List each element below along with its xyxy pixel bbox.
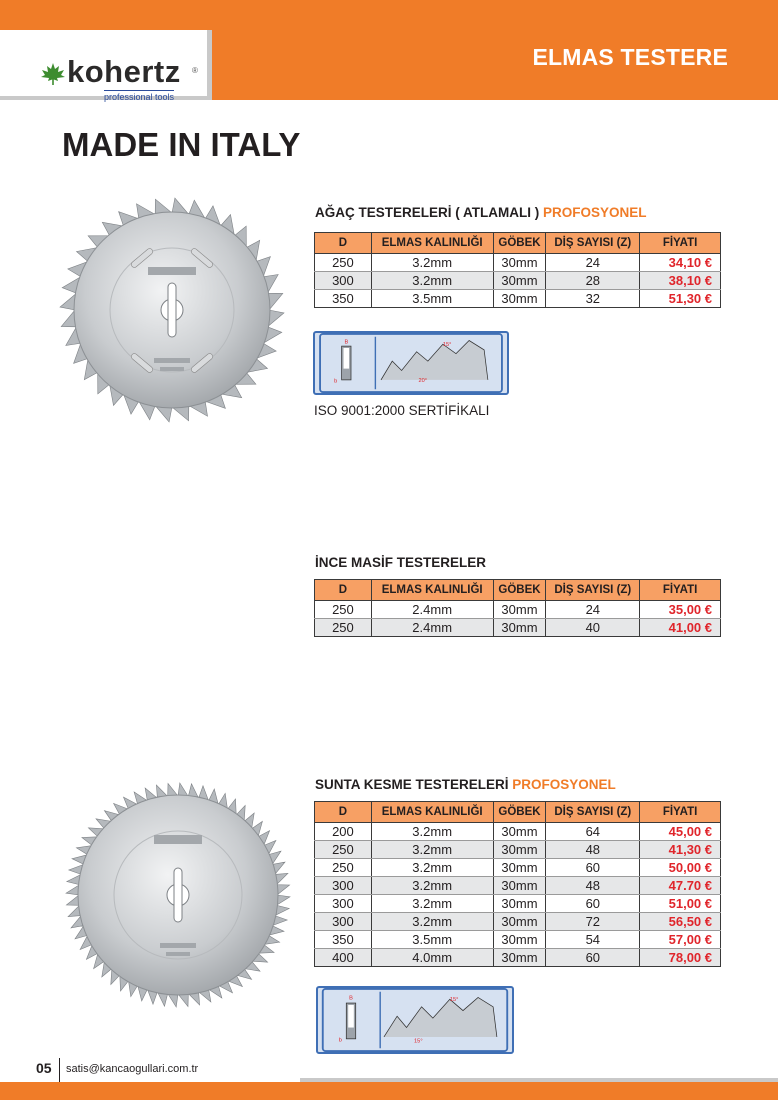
cell-kalinlik: 2.4mm — [371, 601, 493, 619]
spec-table-agac — [314, 232, 721, 308]
cell-kalinlik: 4.0mm — [371, 949, 493, 967]
table-row — [315, 272, 721, 290]
cell-fiyat: 47.70 € — [640, 877, 721, 895]
table-row — [315, 254, 721, 272]
cell-dis: 28 — [546, 272, 640, 290]
cell-fiyat: 57,00 € — [640, 931, 721, 949]
cell-dis: 60 — [546, 949, 640, 967]
cell-kalinlik: 3.2mm — [371, 254, 493, 272]
column-header-d: D — [315, 802, 372, 823]
table-row — [315, 877, 721, 895]
page-number: 05 — [36, 1060, 52, 1076]
diagram-label-b: b — [334, 378, 338, 385]
saw-blade-image-1 — [52, 190, 292, 430]
cell-d: 350 — [315, 290, 372, 308]
cell-d: 300 — [315, 895, 372, 913]
cell-d: 300 — [315, 272, 372, 290]
table-row — [315, 859, 721, 877]
cell-dis: 24 — [546, 254, 640, 272]
table-row — [315, 931, 721, 949]
cell-fiyat: 45,00 € — [640, 823, 721, 841]
spec-table-sunta — [314, 801, 721, 967]
table-row — [315, 895, 721, 913]
cell-dis: 60 — [546, 859, 640, 877]
cell-gobek: 30mm — [493, 895, 546, 913]
table-row — [315, 823, 721, 841]
certificate-note: ISO 9001:2000 SERTİFİKALI — [314, 403, 490, 418]
table-row — [315, 841, 721, 859]
spec-table-ince-masif — [314, 579, 721, 637]
table-header-row — [315, 233, 721, 254]
column-header-gobek: GÖBEK — [493, 233, 546, 254]
cell-d: 350 — [315, 931, 372, 949]
cell-d: 250 — [315, 254, 372, 272]
section-title-ince-masif — [315, 555, 486, 570]
section-title-text: AĞAÇ TESTERELERİ ( ATLAMALI ) — [315, 205, 540, 220]
cell-kalinlik: 3.5mm — [371, 290, 493, 308]
column-header-fiyat: FİYATI — [640, 233, 721, 254]
cell-gobek: 30mm — [493, 823, 546, 841]
cell-kalinlik: 3.2mm — [371, 895, 493, 913]
cell-kalinlik: 3.2mm — [371, 272, 493, 290]
registered-mark: ® — [192, 66, 198, 75]
column-header-dis: DİŞ SAYISI (Z) — [546, 802, 640, 823]
cell-dis: 64 — [546, 823, 640, 841]
cell-dis: 48 — [546, 841, 640, 859]
column-header-fiyat: FİYATI — [640, 802, 721, 823]
brand-name: kohertz — [67, 54, 181, 89]
diagram-angle-1: 15° — [442, 342, 452, 349]
cell-d: 300 — [315, 913, 372, 931]
cell-fiyat: 35,00 € — [640, 601, 721, 619]
cell-fiyat: 41,30 € — [640, 841, 721, 859]
cell-d: 250 — [315, 601, 372, 619]
cell-dis: 48 — [546, 877, 640, 895]
cell-d: 250 — [315, 619, 372, 637]
diagram-label-b: b — [338, 1037, 342, 1044]
cell-dis: 24 — [546, 601, 640, 619]
tooth-geometry-diagram-2 — [316, 986, 514, 1054]
table-row — [315, 949, 721, 967]
column-header-gobek: GÖBEK — [493, 802, 546, 823]
maple-leaf-icon — [40, 62, 66, 86]
cell-kalinlik: 3.5mm — [371, 931, 493, 949]
column-header-gobek: GÖBEK — [493, 580, 546, 601]
cell-kalinlik: 3.2mm — [371, 823, 493, 841]
cell-d: 400 — [315, 949, 372, 967]
column-header-kalinlik: ELMAS KALINLIĞI — [371, 580, 493, 601]
cell-dis: 32 — [546, 290, 640, 308]
column-header-d: D — [315, 580, 372, 601]
cell-gobek: 30mm — [493, 931, 546, 949]
cell-fiyat: 78,00 € — [640, 949, 721, 967]
table-row — [315, 913, 721, 931]
cell-fiyat: 41,00 € — [640, 619, 721, 637]
table-row — [315, 601, 721, 619]
cell-gobek: 30mm — [493, 841, 546, 859]
section-title-agac — [315, 205, 647, 220]
table-row — [315, 290, 721, 308]
cell-fiyat: 34,10 € — [640, 254, 721, 272]
footer-bar — [0, 1082, 778, 1100]
cell-gobek: 30mm — [493, 619, 546, 637]
cell-fiyat: 51,00 € — [640, 895, 721, 913]
column-header-kalinlik: ELMAS KALINLIĞI — [371, 233, 493, 254]
cell-kalinlik: 3.2mm — [371, 877, 493, 895]
tooth-geometry-diagram-1 — [313, 331, 509, 395]
cell-gobek: 30mm — [493, 254, 546, 272]
diagram-angle-2: 20° — [418, 377, 427, 384]
cell-d: 250 — [315, 841, 372, 859]
table-row — [315, 619, 721, 637]
section-title-accent: PROFOSYONEL — [543, 205, 647, 220]
cell-kalinlik: 3.2mm — [371, 913, 493, 931]
cell-fiyat: 50,00 € — [640, 859, 721, 877]
section-title-accent: PROFOSYONEL — [512, 777, 616, 792]
table-header-row — [315, 580, 721, 601]
cell-dis: 40 — [546, 619, 640, 637]
page-title: MADE IN ITALY — [62, 126, 301, 163]
cell-gobek: 30mm — [493, 290, 546, 308]
footer-divider — [59, 1058, 60, 1082]
cell-gobek: 30mm — [493, 877, 546, 895]
page-header-title: ELMAS TESTERE — [532, 44, 728, 70]
column-header-dis: DİŞ SAYISI (Z) — [546, 233, 640, 254]
contact-email[interactable]: satis@kancaogullari.com.tr — [66, 1063, 199, 1075]
cell-kalinlik: 2.4mm — [371, 619, 493, 637]
cell-fiyat: 38,10 € — [640, 272, 721, 290]
column-header-kalinlik: ELMAS KALINLIĞI — [371, 802, 493, 823]
cell-dis: 54 — [546, 931, 640, 949]
cell-fiyat: 56,50 € — [640, 913, 721, 931]
diagram-label-a: B — [349, 995, 353, 1002]
diagram-angle-2: 15° — [414, 1038, 423, 1045]
section-title-text: İNCE MASİF TESTERELER — [315, 555, 487, 570]
cell-d: 250 — [315, 859, 372, 877]
diagram-angle-1: 15° — [449, 997, 459, 1004]
cell-gobek: 30mm — [493, 272, 546, 290]
cell-dis: 60 — [546, 895, 640, 913]
column-header-d: D — [315, 233, 372, 254]
cell-gobek: 30mm — [493, 601, 546, 619]
cell-kalinlik: 3.2mm — [371, 841, 493, 859]
cell-kalinlik: 3.2mm — [371, 859, 493, 877]
cell-gobek: 30mm — [493, 913, 546, 931]
cell-d: 200 — [315, 823, 372, 841]
brand-tagline: professional tools — [104, 92, 175, 102]
cell-fiyat: 51,30 € — [640, 290, 721, 308]
cell-gobek: 30mm — [493, 859, 546, 877]
column-header-fiyat: FİYATI — [640, 580, 721, 601]
cell-gobek: 30mm — [493, 949, 546, 967]
table-header-row — [315, 802, 721, 823]
brand-logo — [0, 30, 212, 100]
saw-blade-image-2 — [58, 775, 298, 1015]
column-header-dis: DİŞ SAYISI (Z) — [546, 580, 640, 601]
diagram-label-a: B — [344, 339, 349, 346]
cell-d: 300 — [315, 877, 372, 895]
cell-dis: 72 — [546, 913, 640, 931]
section-title-text: SUNTA KESME TESTERELERİ — [315, 777, 509, 792]
section-title-sunta — [315, 777, 616, 792]
